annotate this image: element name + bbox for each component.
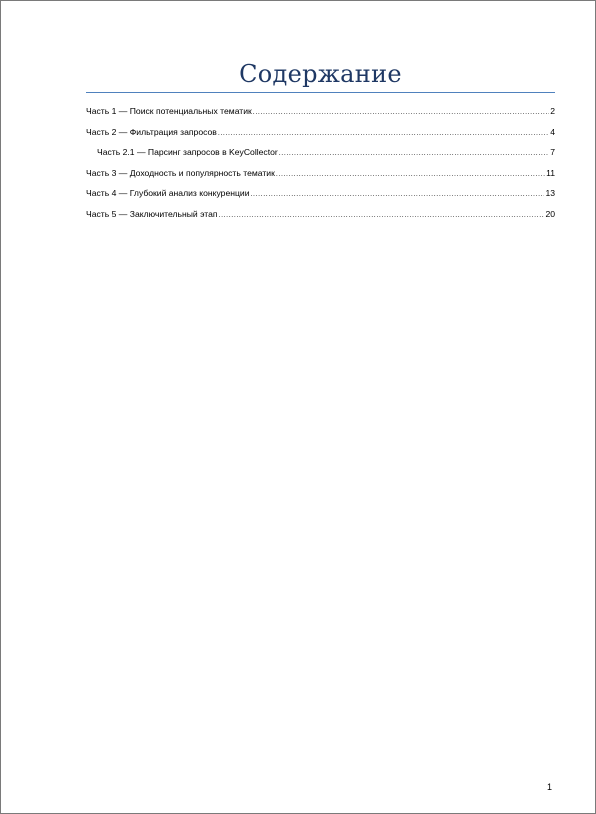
toc-entry-part-1[interactable]: [86, 106, 555, 127]
toc-entry-page: 13: [545, 188, 555, 199]
toc-entry-label: Часть 2 — Фильтрация запросов: [86, 126, 217, 137]
toc-heading: Содержание: [239, 60, 402, 88]
toc-entry-page: 4: [550, 126, 555, 137]
toc-entry-page: 7: [550, 147, 555, 158]
toc-entry-label: Часть 5 — Заключительный этап: [86, 208, 218, 219]
heading-underline: [86, 92, 555, 93]
toc-entry-part-4[interactable]: [86, 188, 555, 209]
page-number: 1: [547, 782, 553, 792]
toc-entry-label: Часть 4 — Глубокий анализ конкуренции: [86, 188, 250, 199]
toc-entry-label: Часть 3 — Доходность и популярность тематик: [86, 167, 275, 178]
toc-entry-part-5[interactable]: [86, 209, 555, 230]
dot-leader: [219, 212, 545, 219]
dot-leader: [251, 191, 545, 198]
dot-leader: [218, 130, 549, 137]
dot-leader: [276, 171, 545, 178]
dot-leader: [279, 150, 549, 157]
toc-entry-page: 20: [545, 208, 555, 219]
toc-entry-label: Часть 1 — Поиск потенциальных тематик: [86, 106, 252, 116]
toc-entry-part-2[interactable]: [86, 127, 555, 148]
toc-entry-page: 11: [546, 167, 555, 178]
toc-entry-part-3[interactable]: [86, 168, 555, 189]
toc-entry-page: 2: [550, 106, 555, 116]
table-of-contents: [86, 106, 555, 230]
dot-leader: [253, 109, 549, 116]
toc-entry-part-2-1[interactable]: [86, 147, 555, 168]
toc-entry-label: Часть 2.1 — Парсинг запросов в KeyCollector: [97, 147, 278, 158]
